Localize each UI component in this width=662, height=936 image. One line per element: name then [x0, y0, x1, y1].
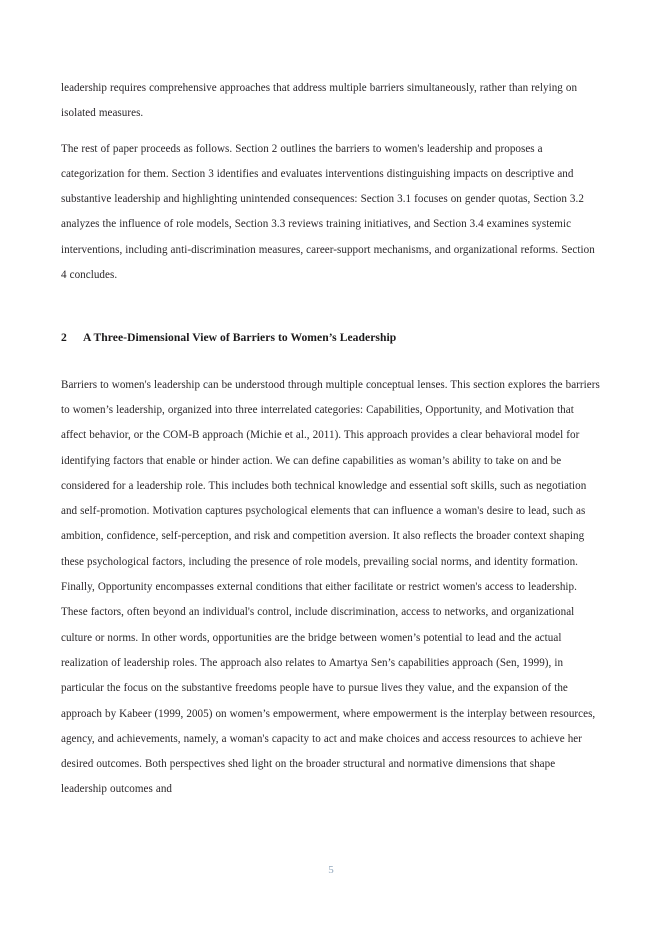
paragraph-paper-outline: The rest of paper proceeds as follows. Section 2 outlines the barriers to women's leadership and proposes a categorization for them. Section 3 identifies and evaluates interventions distinguishing impacts on descriptive and substantive leadership and highlighting unintended consequences: Section 3.1 focuses on gender quotas, Section 3.2 analyzes the influence of role models, Section 3.3 reviews training initiatives, and Section 3.4 examines systemic interventions, including anti-discrimination measures, career-support mechanisms, and organizational reforms. Section 4 concludes.: [61, 142, 595, 282]
section-heading: [61, 325, 600, 350]
page-content: [61, 76, 600, 803]
paragraph-barriers-framework: Barriers to women's leadership can be understood through multiple conceptual lenses. This section explores the barriers to women’s leadership, organized into three interrelated categories: Capabilities, Opportunity, and Motivation that affect behavior, or the COM-B approach (Michie et al., 2011). This approach provides a clear behavioral model for identifying factors that enable or hinder action. We can define capabilities as woman’s ability to take on and be considered for a leadership role. This includes both technical knowledge and essential soft skills, such as negotiation and self-promotion. Motivation captures psychological elements that can influence a woman's desire to lead, such as ambition, confidence, self-perception, and risk and competition aversion. It also reflects the broader context shaping these psychological factors, including the presence of role models, prevailing social norms, and identity formation. Finally, Opportunity encompasses external conditions that either facilitate or restrict women's access to leadership. These factors, often beyond an individual's control, include discrimination, access to networks, and organizational culture or norms. In other words, opportunities are the bridge between women’s potential to lead and the actual realization of leadership roles. The approach also relates to Amartya Sen’s capabilities approach (Sen, 1999), in particular the focus on the substantive freedoms people have to pursue lives they value, and the expansion of the approach by Kabeer (1999, 2005) on women’s empowerment, where empowerment is the interplay between resources, agency, and achievements, namely, a woman's capacity to act and make choices and access resources to achieve her desired outcomes. Both perspectives shed light on the broader structural and normative dimensions that shape leadership outcomes and: [61, 378, 600, 796]
section-heading-block: [61, 325, 600, 350]
section-title: A Three-Dimensional View of Barriers to Women’s Leadership: [83, 331, 397, 345]
section-number: 2: [61, 331, 67, 345]
page-number: 5: [328, 864, 334, 876]
paragraph-continuation: leadership requires comprehensive approaches that address multiple barriers simultaneously, rather than relying on isolated measures.: [61, 82, 578, 120]
